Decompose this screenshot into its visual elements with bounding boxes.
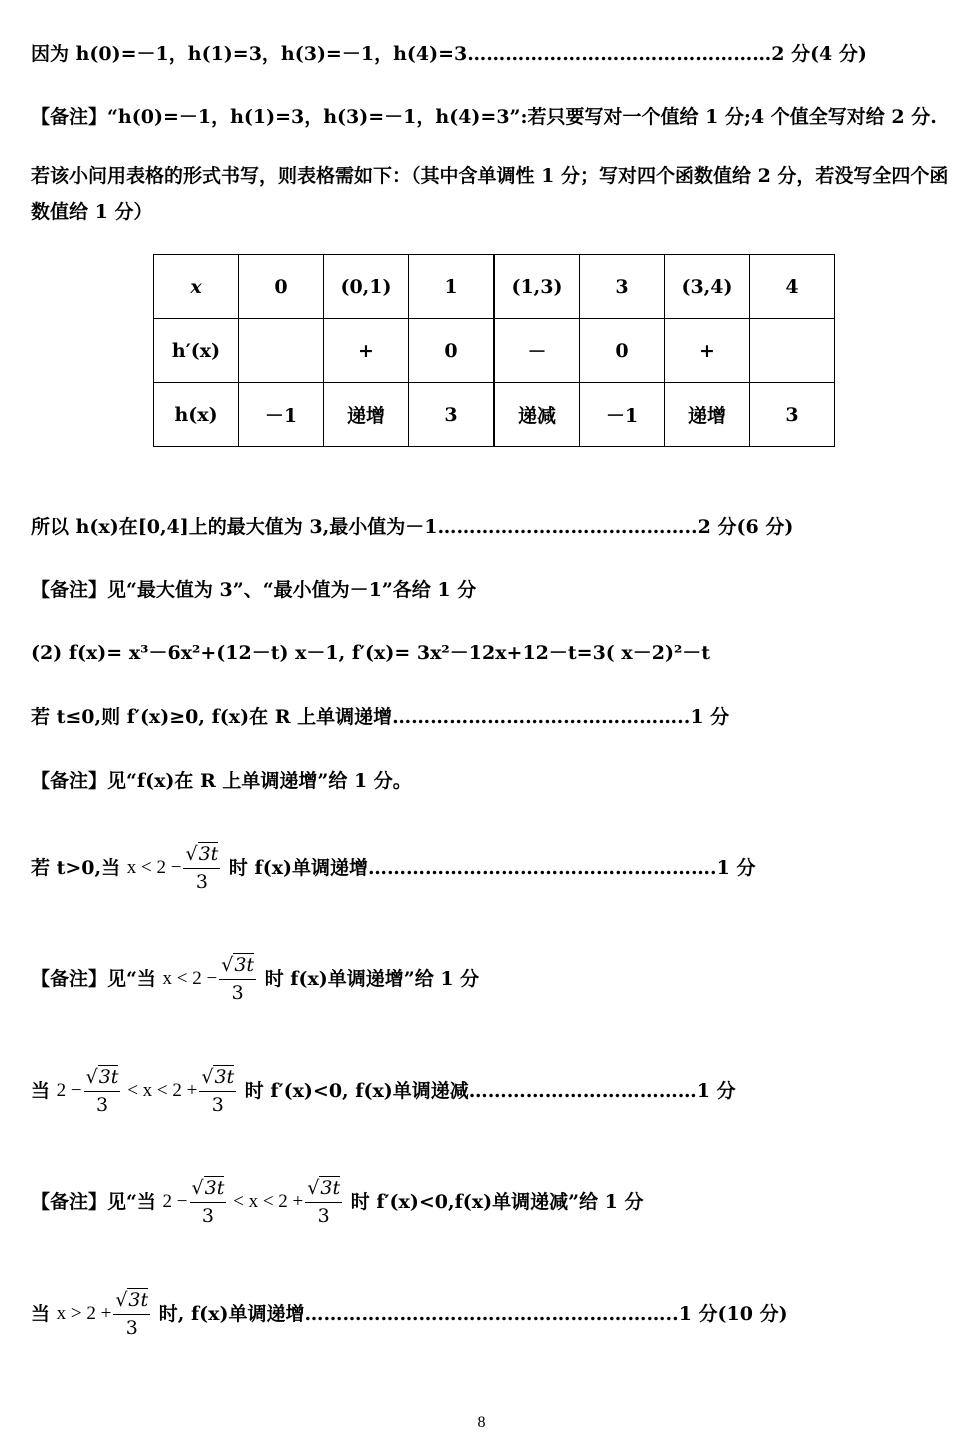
table-cell: +	[665, 319, 750, 383]
max-min-conclusion: 所以 h(x)在[0,4]上的最大值为 3,最小值为－1…………………………………..2 分(6 分)	[31, 516, 794, 538]
table-cell: 0	[409, 319, 495, 383]
table-cell	[750, 319, 835, 383]
table-cell: (3,4)	[665, 255, 750, 319]
table-cell: 3	[750, 383, 835, 447]
table-cell: +	[324, 319, 409, 383]
text-suffix: 时 f(x)单调递增”给 1 分	[258, 967, 480, 990]
text-suffix: 时, f(x)单调递增…………………………………………………..1 分(10 分)	[152, 1302, 788, 1325]
inequality-expression: x > 2 +	[56, 1302, 112, 1324]
table-cell: 0	[580, 319, 665, 383]
table-cell: h(x)	[154, 383, 239, 447]
table-cell: 1	[409, 255, 495, 319]
inequality-expression: x < 2 −	[126, 856, 182, 878]
remark-decreasing-interval	[31, 1174, 955, 1229]
fraction-sqrt3t-over-3: $\frac{√3t}{3}$	[113, 1286, 150, 1341]
inequality-expression: x < 2 −	[162, 967, 218, 989]
table-row	[154, 383, 835, 447]
text-prefix: 【备注】见“当	[31, 1190, 163, 1213]
remark-increasing-R: 【备注】见“f(x)在 R 上单调递增”给 1 分。	[31, 770, 412, 792]
table-cell	[239, 319, 324, 383]
fraction-sqrt3t-over-3: $\frac{√3t}{3}$	[183, 840, 220, 895]
text-suffix: 时 f(x)单调递增……………………………………………….1 分	[222, 856, 756, 879]
table-row	[154, 255, 835, 319]
remark-max-min: 【备注】见“最大值为 3”、“最小值为－1”各给 1 分	[31, 579, 477, 601]
expression-left: 2 −	[162, 1190, 188, 1212]
table-cell: (1,3)	[494, 255, 580, 319]
text-prefix: 【备注】见“当	[31, 967, 163, 990]
sign-table	[153, 254, 835, 447]
table-cell: 3	[580, 255, 665, 319]
remark-values: 【备注】“h(0)=－1，h(1)=3，h(3)=－1，h(4)=3”:若只要写对一个值给 1 分;4 个值全写对给 2 分.	[31, 106, 937, 128]
fraction-sqrt3t-over-3: $\frac{√3t}{3}$	[199, 1063, 236, 1118]
fraction-sqrt3t-over-3: $\frac{√3t}{3}$	[84, 1063, 121, 1118]
table-cell: 递增	[665, 383, 750, 447]
text-prefix: 若 t>0,当	[31, 856, 127, 879]
decreasing-interval	[31, 1063, 955, 1118]
table-cell: (0,1)	[324, 255, 409, 319]
text-prefix: 当	[31, 1302, 57, 1325]
expression-left: 2 −	[56, 1079, 82, 1101]
table-cell: x	[154, 255, 239, 319]
page-number: 8	[477, 1414, 486, 1431]
text-suffix: 时 f′(x)<0, f(x)单调递减………………………………1 分	[238, 1079, 736, 1102]
table-cell: 4	[750, 255, 835, 319]
table-cell: 3	[409, 383, 495, 447]
expression-middle: < x < 2 +	[228, 1190, 304, 1212]
table-cell: 0	[239, 255, 324, 319]
increasing-after	[31, 1286, 955, 1341]
table-cell: 递减	[494, 383, 580, 447]
answer-values-line: 因为 h(0)=－1，h(1)=3，h(3)=－1，h(4)=3…………………………………………2 分(4 分)	[31, 43, 867, 65]
case-t-nonpositive: 若 t≤0,则 f′(x)≥0, f(x)在 R 上单调递增………………………………………..1 分	[31, 706, 730, 728]
case-t-positive-increasing	[31, 840, 955, 895]
table-cell: 递增	[324, 383, 409, 447]
fraction-sqrt3t-over-3: $\frac{√3t}{3}$	[190, 1174, 227, 1229]
expression-middle: < x < 2 +	[122, 1079, 198, 1101]
fraction-sqrt3t-over-3: $\frac{√3t}{3}$	[219, 951, 256, 1006]
table-cell: h′(x)	[154, 319, 239, 383]
table-row	[154, 319, 835, 383]
table-instruction: 若该小问用表格的形式书写，则表格需如下：（其中含单调性 1 分；写对四个函数值给 2 分，若没写全四个函数值给 1 分）	[31, 165, 949, 223]
text-suffix: 时 f′(x)<0,f(x)单调递减”给 1 分	[344, 1190, 644, 1213]
table-cell: －1	[580, 383, 665, 447]
derivative-line: (2) f(x)= x³－6x²+(12－t) x－1, f′(x)= 3x²－12x+12－t=3( x－2)²－t	[31, 642, 711, 664]
text-prefix: 当	[31, 1079, 57, 1102]
remark-increasing-interval	[31, 951, 955, 1006]
table-cell: －1	[239, 383, 324, 447]
fraction-sqrt3t-over-3: $\frac{√3t}{3}$	[305, 1174, 342, 1229]
table-cell: －	[494, 319, 580, 383]
